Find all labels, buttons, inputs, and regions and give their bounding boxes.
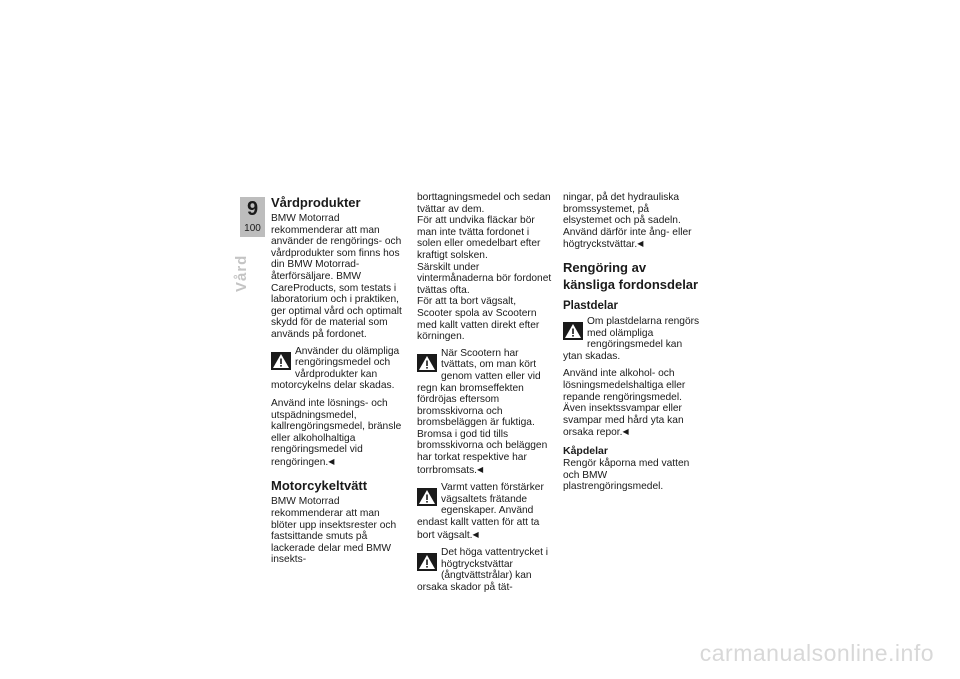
- warning-icon: [417, 488, 437, 506]
- warning-text: När Scootern har tvättats, om man kört genom vatten eller vid regn kan bromseffekten fördröjas eftersom bromsskivorna och bromsbeläggen är fuktiga. Bromsa i god tid tills bromsskivorna och beläggen har torkat respektive har torrbromsats.: [417, 347, 548, 476]
- warning-block: [563, 316, 700, 362]
- paragraph: ningar, på det hydrauliska bromssystemet, på elsystemet och på sadeln.: [563, 192, 681, 227]
- heading-motorcykeltvatt: Motorcykeltvätt: [271, 478, 368, 494]
- paragraph: Även insektssvampar eller svampar med hård yta kan orsaka repor.: [563, 403, 684, 439]
- paragraph: Använd inte lösnings- och utspädningsmedel, kallrengöringsmedel, bränsle eller alkoholhaltiga rengöringsmedel vid rengöringen.: [271, 397, 402, 468]
- column-2: [417, 192, 554, 600]
- warning-block: [417, 482, 554, 541]
- subheading-kapdelar: Kåpdelar: [563, 444, 608, 457]
- warning-icon: [417, 354, 437, 372]
- end-mark: ◀: [637, 239, 644, 249]
- paragraph: Rengör kåporna med vatten och BMW plastrengöringsmedel.: [563, 457, 690, 493]
- paragraph: Använd inte alkohol- och lösningsmedelshaltiga eller repande rengöringsmedel.: [563, 368, 686, 403]
- warning-text: Använder du olämpliga rengöringsmedel och vårdprodukter kan motorcykelns delar skadas.: [271, 345, 400, 392]
- chapter-number: 9: [246, 198, 259, 220]
- column-3: [563, 192, 700, 493]
- paragraph: borttagningsmedel och sedan tvättar av dem.: [417, 192, 551, 215]
- warning-icon: [417, 553, 437, 571]
- warning-text: Det höga vattentrycket i högtryckstvättar (ångtvättstrålar) kan orsaka skador på tät-: [417, 547, 549, 593]
- heading-rengoring: Rengöring av känsliga fordonsdelar: [563, 259, 699, 292]
- chapter-tab: [240, 197, 265, 237]
- paragraph: BMW Motorrad rekommenderar att man blöter upp insektsrester och fastsittande smuts på lackerade delar med BMW insekts-: [271, 496, 397, 566]
- chapter-side-label: Vård: [233, 254, 250, 292]
- end-mark: ◀: [477, 464, 484, 474]
- end-mark: ◀: [622, 427, 629, 437]
- end-mark: ◀: [328, 456, 335, 466]
- warning-block: [271, 346, 408, 392]
- subheading-plastdelar: Plastdelar: [563, 299, 618, 312]
- warning-icon: [563, 322, 583, 340]
- warning-text: Om plastdelarna rengörs med olämpliga rengöringsmedel kan ytan skadas.: [563, 315, 700, 362]
- heading-vardprodukter: Vårdprodukter: [271, 195, 361, 210]
- warning-block: [417, 348, 554, 477]
- paragraph: Använd därför inte ång- eller högtryckstvättar.: [563, 226, 692, 251]
- paragraph: För att undvika fläckar bör man inte tvätta fordonet i solen eller omedelbart efter kraftigt solsken.: [417, 215, 541, 261]
- end-mark: ◀: [472, 529, 479, 539]
- paragraph: BMW Motorrad rekommenderar att man använder de rengörings- och vårdprodukter som finns hos din BMW Motorrad-återförsäljare. BMW CareProducts, som testats i laboratorium och i praktiken, ger optimal vård och optimalt skydd för de material som används på fordonet.: [271, 213, 402, 340]
- warning-text: Varmt vatten förstärker vägsaltets frätande egenskaper. Använd endast kallt vatten för att ta bort vägsalt.: [417, 482, 544, 541]
- watermark: carmanualsonline.info: [699, 640, 934, 666]
- warning-block: [417, 547, 554, 593]
- column-1: [271, 192, 408, 566]
- paragraph: För att ta bort vägsalt, Scooter spola av Scootern med kallt vatten direkt efter körningen.: [417, 296, 540, 343]
- paragraph: Särskilt under vintermånaderna bör fordonet tvättas ofta.: [417, 261, 552, 296]
- page-number: 100: [244, 223, 261, 234]
- warning-icon: [271, 352, 291, 370]
